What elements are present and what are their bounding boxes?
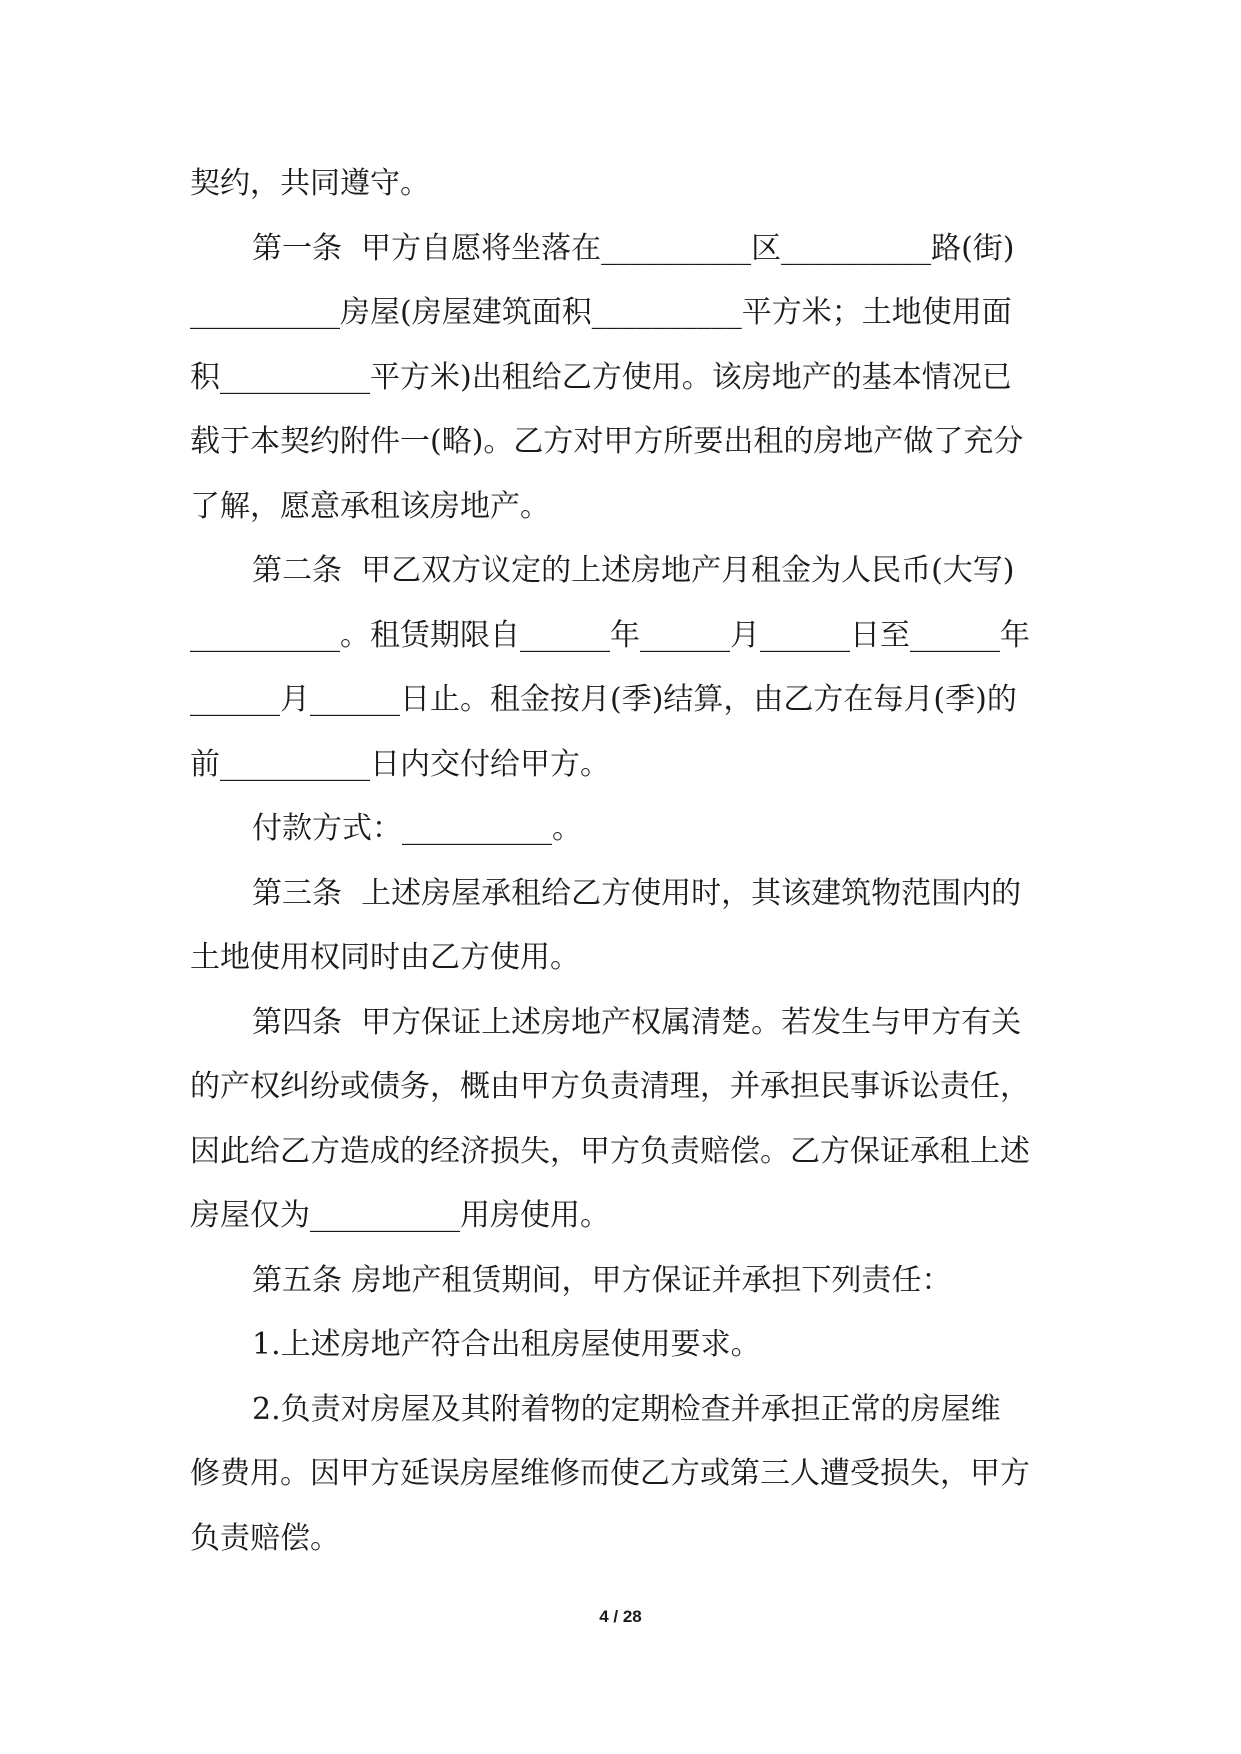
list-item-1: 1.上述房地产符合出租房屋使用要求。 (252, 1327, 761, 1362)
article-2-line: 第二条 甲乙双方议定的上述房地产月租金为人民币(大写) (252, 553, 1015, 588)
text-line: 房屋仅为__________用房使用。 (190, 1198, 610, 1233)
article-5-line: 第五条 房地产租赁期间，甲方保证并承担下列责任： (252, 1262, 952, 1298)
article-4-line: 第四条 甲方保证上述房地产权属清楚。若发生与甲方有关 (252, 1004, 1022, 1040)
text-line: 积__________平方米)出租给乙方使用。该房地产的基本情况已 (190, 359, 1012, 395)
text-line: 契约，共同遵守。 (190, 166, 430, 201)
text-line: 的产权纠纷或债务，概由甲方负责清理，并承担民事诉讼责任， (190, 1069, 1030, 1104)
text-line: __________。租赁期限自______年______月______日至______年 (190, 617, 1030, 653)
document-body (190, 152, 1060, 1571)
payment-method-line: 付款方式：__________。 (252, 811, 582, 846)
text-line: 载于本契约附件一(略)。乙方对甲方所要出租的房地产做了充分 (190, 424, 1024, 459)
text-line: 前__________日内交付给甲方。 (190, 746, 610, 782)
text-line: 因此给乙方造成的经济损失，甲方负责赔偿。乙方保证承租上述 (190, 1133, 1030, 1169)
article-3-line: 第三条 上述房屋承租给乙方使用时，其该建筑物范围内的 (252, 875, 1022, 911)
text-line: 了解，愿意承租该房地产。 (190, 488, 550, 524)
text-line: ______月______日止。租金按月(季)结算，由乙方在每月(季)的 (190, 682, 1017, 717)
list-item-2: 2.负责对房屋及其附着物的定期检查并承担正常的房屋维 (252, 1391, 1001, 1427)
page-number: 4 / 28 (599, 1607, 642, 1626)
text-line: __________房屋(房屋建筑面积__________平方米；土地使用面 (190, 295, 1012, 330)
article-1-line: 第一条 甲方自愿将坐落在__________区__________路(街) (252, 230, 1015, 266)
text-line: 修费用。因甲方延误房屋维修而使乙方或第三人遭受损失，甲方 (190, 1456, 1030, 1491)
text-line: 负责赔偿。 (190, 1520, 340, 1556)
text-line: 土地使用权同时由乙方使用。 (190, 940, 580, 975)
